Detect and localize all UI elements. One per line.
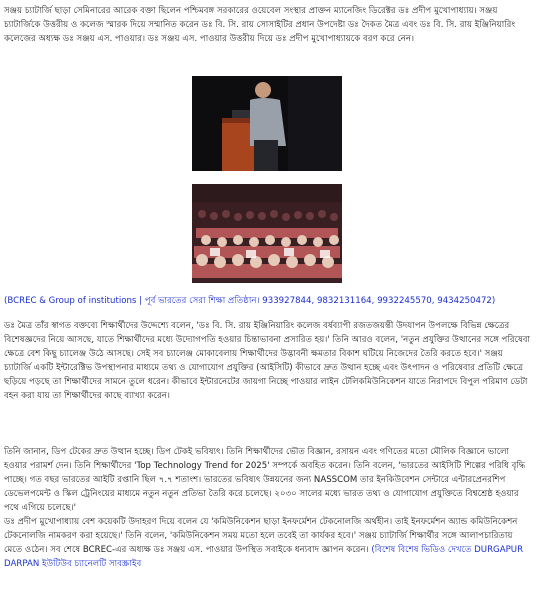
- paragraph-4-text: ডঃ প্রদীপ মুখোপাধ্যায় বেশ কয়েকটি উদাহরণ দিয়ে বলেন যে 'কমিউনিকেশন ছাড়া ইনফর্মেশন টেকনোলজি অর্থহীন। তাই ইনফর্মেশন অ্যান্ড কমিউনিকেশন টেকনোলজি নামকরণ করা হয়েছে।' তিনি বলেন, 'কমিউনিকেশন সময় মতো হলে তবেই তা কার্যকর হবে।' সঞ্জয় চ্যাটার্জি শিক্ষার্থীর সঙ্গে আলাপচারিতায় মেতে ওঠেন। সব শেষে BCREC-এর অধ্যক্ষ ডঃ সঞ্জয় এস. পাওয়ার উপস্থিত সবাইকে ধন্যবাদ জ্ঞাপন করেন।: [4, 517, 518, 555]
- institution-contact-links[interactable]: (BCREC & Group of institutions | পূর্ব ভারতের সেরা শিক্ষা প্রতিষ্ঠান। 933927844, 9832131164, 9932245570, 9434250472): [4, 296, 496, 306]
- audience-photo-image: [192, 184, 342, 283]
- youtube-subscribe-link[interactable]: (বিশেষ বিশেষ ভিডিও দেখতে DURGAPUR DARPAN ইউটিউব চ্যানেলটি সাবস্ক্রাইব: [4, 545, 524, 569]
- speaker-photo-image: [192, 76, 342, 171]
- article-paragraph-4: [4, 515, 530, 571]
- article-paragraph-2: ডঃ মৈত্র তাঁর স্বাগত বক্তব্যে শিক্ষার্থীদের উদ্দেশ্যে বলেন, 'ডঃ বি. সি. রায় ইঞ্জিনিয়ারিং কলেজ বর্ষব্যাপী রজতজয়ন্তী উদযাপন উপলক্ষে বিভিন্ন ক্ষেত্রের বিশেষজ্ঞদের নিয়ে আসছে, যাতে শিক্ষার্থীদের মধ্যে উদ্যোগপতি হওয়ার চিন্তাভাবনা প্রসারিত হয়।' তিনি আরও বলেন, 'নতুন প্রযুক্তির উত্থানের সঙ্গে পরিষেবা ক্ষেত্রে বেশ কিছু চ্যালেঞ্জ উঠে আসছে। সেই সব চ্যালেঞ্জ মোকাবেলায় শিক্ষার্থীদের উদ্ভাবনী ক্ষমতার বিকাশ ঘটিয়ে নিজেদের তৈরি করতে হবে।' সঞ্জয় চ্যাটার্জি একটি ইন্টারেক্টিভ উপস্থাপনার মাধ্যমে তথ্য ও যোগাযোগ প্রযুক্তির (আইসিটি) কীভাবে দ্রুত উত্থান হচ্ছে এবং উৎপাদন ও পরিষেবার প্রতিটি ক্ষেত্রে ছড়িয়ে পড়ছে তা শিক্ষার্থীদের সামনে তুলে ধরেন। কীভাবে ইন্টারনেটের জায়গা নিচ্ছে পাওয়ার লাইন টেলিকমিউনিকেশন যাতে নিরাপদে বিপুল পরিমাণ ডেটা বহন করা যায় তা শিক্ষার্থীদের কাছে ব্যাখ্যা করেন।: [4, 321, 531, 401]
- article-paragraph-1: সঞ্জয় চ্যাটার্জি ছাড়া সেমিনারের আরেক বক্তা ছিলেন পশ্চিমবঙ্গ সরকারের ওয়েবেল সংস্থার প্রাক্তন ম্যানেজিং ডিরেক্টর ডঃ প্রদীপ মুখোপাধ্যায়। সঞ্জয় চ্যাটার্জিকে উত্তরীয় ও কলেজ স্মারক দিয়ে সম্মানিত করেন ডঃ বি. সি. রায় সোসাইটির প্রধান উপদেষ্টা ডঃ দৈকত মৈত্র এবং ডঃ বি. সি. রায় ইঞ্জিনিয়ারিং কলেজের অধ্যক্ষ ডঃ সঞ্জয় এস. পাওয়ার। ডঃ সঞ্জয় এস. পাওয়ার উত্তরীয় দিয়ে ডঃ প্রদীপ মুখোপাধ্যায়কে বরণ করে নেন।: [4, 6, 516, 44]
- speaker-photo: [192, 76, 342, 171]
- audience-photo: [192, 184, 342, 283]
- article-paragraph-3: তিনি জানান, ডিপ টেকের দ্রুত উত্থান হচ্ছে। ডিপ টেকই ভবিষ্যৎ। তিনি শিক্ষার্থীদের ভৌত বিজ্ঞান, রসায়ন এবং গণিতের মতো মৌলিক বিজ্ঞানে ভালো হওয়ার পরামর্শ দেন। তিনি শিক্ষার্থীদের 'Top Technology Trend for 2025' সম্পর্কে অবহিত করেন। তিনি বলেন, 'ভারতের আইসিটি শিল্পের পরিধি বৃদ্ধি পাচ্ছে। গত বছর ভারতের আইটি রপ্তানি ছিল ৭.৭ শতাংশ। ভারতের ভবিষ্যৎ উন্নয়নের জন্য NASSCOM তার ইনকিউবেশন সেন্টারে এন্টারপ্রেনরশিপ ডেভেলপমেন্ট ও স্কিল ট্রেনিংয়ের মাধ্যমে নতুন নতুন প্রতিভা তৈরি করে চলেছে। ২০৩০ সালের মধ্যে ভারত তথ্য ও যোগাযোগ প্রযুক্তিতে বিশ্বশ্রেষ্ঠ হওয়ার পথে এগিয়ে চলেছে।': [4, 447, 526, 513]
